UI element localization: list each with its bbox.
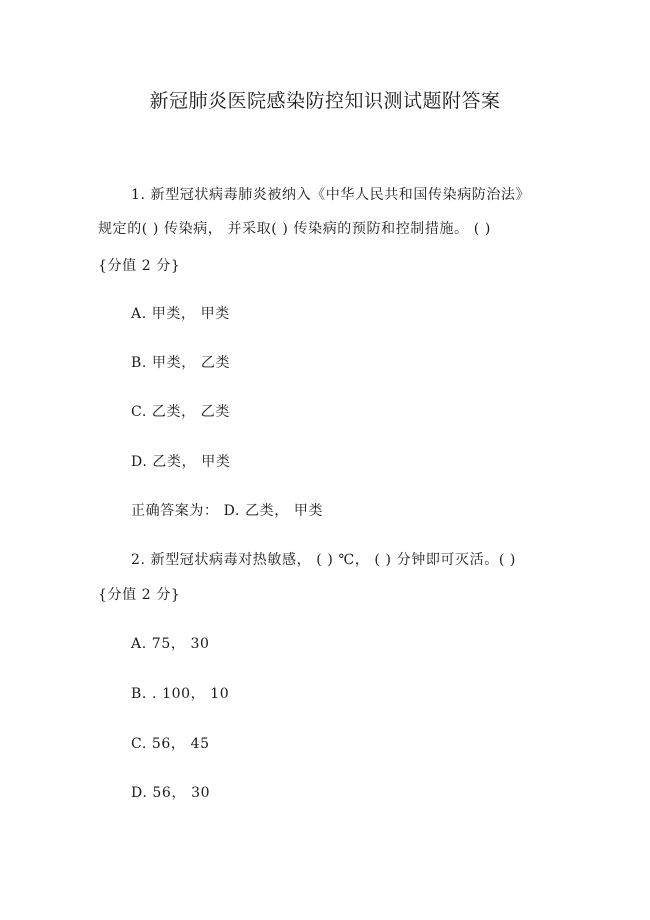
question-2-option-d: D. 56， 30: [131, 785, 211, 801]
question-2-option-b: B. . 100， 10: [131, 686, 230, 702]
question-1-score: {分值 2 分}: [98, 258, 181, 274]
question-1-option-c: C. 乙类， 乙类: [131, 404, 230, 420]
question-2-option-c: C. 56， 45: [131, 736, 210, 752]
question-2-score: {分值 2 分}: [98, 587, 181, 603]
question-1-option-d: D. 乙类， 甲类: [131, 454, 231, 470]
question-1-stem-line-2: 规定的( ) 传染病， 并采取( ) 传染病的预防和控制措施。 ( ): [98, 221, 491, 237]
question-2-option-a: A. 75， 30: [131, 636, 210, 652]
question-2-stem-line-1: 2. 新型冠状病毒对热敏感， ( ) ℃， ( ) 分钟即可灭活。( ): [131, 552, 516, 568]
question-1-answer: 正确答案为： D. 乙类， 甲类: [131, 503, 324, 519]
question-1-option-a: A. 甲类， 甲类: [131, 306, 230, 322]
page-title: 新冠肺炎医院感染防控知识测试题附答案: [149, 90, 501, 112]
question-1-stem-line-1: 1. 新型冠状病毒肺炎被纳入《中华人民共和国传染病防治法》: [131, 187, 531, 203]
question-1-option-b: B. 甲类， 乙类: [131, 355, 231, 371]
